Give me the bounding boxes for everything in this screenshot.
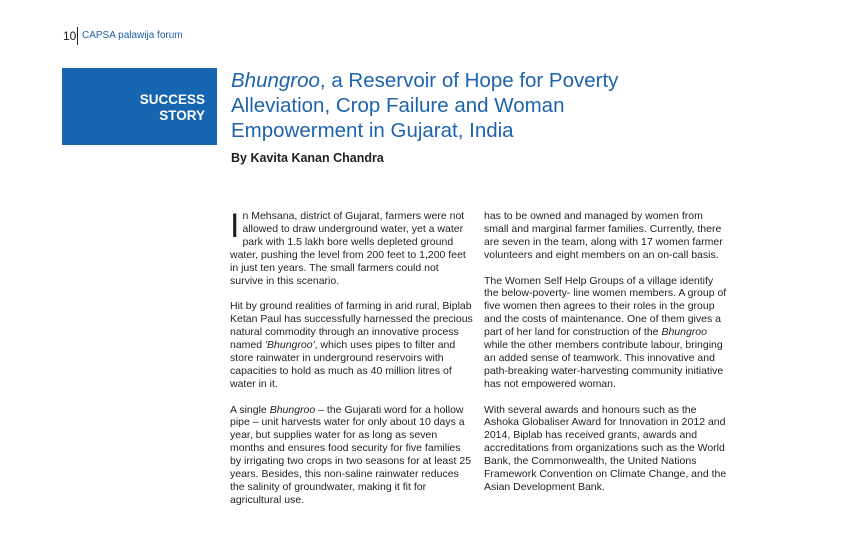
paragraph-1: [230, 207, 473, 287]
header-divider: [77, 27, 78, 45]
paragraph-3: [230, 404, 473, 507]
article-title: [231, 68, 691, 143]
paragraph-3-italic: Bhungroo: [269, 403, 316, 416]
paragraph-5-italic: Bhungroo: [661, 326, 707, 339]
badge-line-2: STORY: [159, 108, 205, 123]
paragraph-5: [484, 275, 727, 391]
paragraph-2-text-b: , which uses pipes to filter and store rainwater in underground reservoirs with capacities to hold as much as 40 million litres of water in it.: [230, 339, 456, 390]
success-story-badge: [62, 68, 217, 145]
article-column-right: [484, 210, 727, 507]
title-text: , a Reservoir of Hope for Poverty Alleviation, Crop Failure and Woman Empowerment in Gujarat, India: [231, 69, 619, 142]
paragraph-1-text: n Mehsana, district of Gujarat, farmers were not allowed to draw underground water, yet a water park with 1.5 lakh bore wells depleted ground water, pushing the level from 200 feet to 1,200 feet in just ten years. The small farmers could not survive in this scenario.: [230, 210, 466, 287]
paragraph-2-italic: 'Bhungroo': [265, 339, 315, 352]
paragraph-3-text-b: – the Gujarati word for a hollow pipe – unit harvests water for only about 10 days a year, but supplies water for as long as seven months and ensures food security for five families by irrigating two crops in two seasons for at least 25 years. Besides, this non-saline rainwater reduces the salinity of groundwater, making it fit for agricultural use.: [230, 403, 472, 506]
publication-name: CAPSA palawija forum: [82, 30, 183, 41]
badge-line-1: SUCCESS: [139, 92, 205, 107]
paragraph-2: [230, 300, 473, 390]
drop-cap: I: [230, 207, 240, 245]
byline: By Kavita Kanan Chandra: [231, 151, 384, 165]
paragraph-2-text-a: Hit by ground realities of farming in arid rural, Biplab Ketan Paul has successfully harnessed the precious natural commodity through an innovative process named: [230, 300, 473, 352]
paragraph-6: With several awards and honours such as the Ashoka Globaliser Award for Innovation in 2012 and 2014, Biplab has received grants, awards and accreditations from organizations such as the World Bank, the Commonwealth, the United Nations Framework Convention on Climate Change, and the Asian Development Bank.: [484, 403, 727, 493]
paragraph-5-text-a: The Women Self Help Groups of a village identify the below-poverty- line women members. A group of five women then agrees to their roles in the group and the costs of maintenance. One of them gives a part of her land for construction of the: [484, 274, 727, 339]
paragraph-3-text-a: A single: [230, 403, 270, 416]
page-number: 10: [63, 29, 77, 43]
title-italic: Bhungroo: [231, 69, 320, 92]
article-column-left: [230, 207, 473, 520]
paragraph-4: has to be owned and managed by women from small and marginal farmer families. Currently, there are seven in the team, along with 17 women farmer volunteers and eight members on an on-call basis.: [484, 210, 723, 261]
paragraph-5-text-b: while the other members contribute labour, bringing an added sense of teamwork. This innovative and path-breaking water-harvesting community initiative has not empowered woman.: [484, 339, 724, 390]
